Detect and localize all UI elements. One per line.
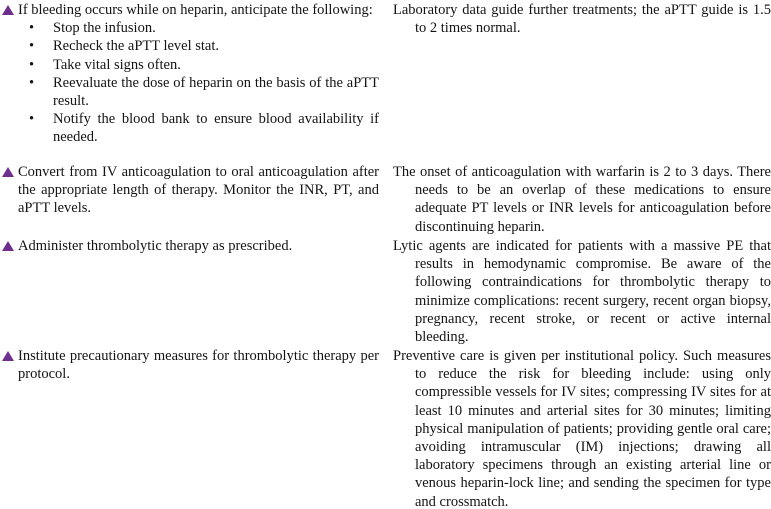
rationale-cell — [393, 237, 771, 346]
intervention-text: Convert from IV anticoagulation to oral anticoagulation after the appropriate length of therapy. Monitor the INR, PT, and aPTT levels. — [18, 164, 379, 217]
triangle-bullet-icon — [2, 241, 14, 251]
list-item: • Recheck the aPTT level stat. — [2, 37, 379, 55]
intervention-item — [2, 163, 379, 218]
rationale-text: Lytic agents are indicated for patients with a massive PE that results in hemodynamic compromise. Be aware of the following contraindications for thrombolytic therapy to minimize complications: recent surgery, recent organ biopsy, pregnancy, recent stroke, or recent or active internal bleeding. — [393, 238, 771, 346]
triangle-bullet-icon — [2, 5, 14, 15]
table-row — [2, 347, 771, 509]
sub-bullet-list — [2, 19, 379, 146]
intervention-cell — [2, 237, 379, 255]
intervention-text: If bleeding occurs while on heparin, anticipate the following: — [18, 2, 373, 18]
intervention-item — [2, 237, 379, 255]
list-item: • Reevaluate the dose of heparin on the basis of the aPTT result. — [2, 74, 379, 110]
intervention-text: Administer thrombolytic therapy as prescribed. — [18, 238, 293, 254]
intervention-cell — [2, 347, 379, 383]
intervention-cell — [2, 163, 379, 218]
intervention-item — [2, 1, 379, 19]
rationale-cell — [393, 1, 771, 37]
intervention-text: Institute precautionary measures for thrombolytic therapy per protocol. — [18, 348, 379, 383]
triangle-bullet-icon — [2, 167, 14, 177]
intervention-item — [2, 347, 379, 383]
table-row — [2, 237, 771, 347]
intervention-cell — [2, 1, 379, 147]
table-row — [2, 1, 771, 163]
rationale-text: Preventive care is given per institutional policy. Such measures to reduce the risk for bleeding include: using only compressible vessels for IV sites; compressing IV sites for at least 10 minutes and arterial sites for 30 minutes; limiting physical manipulation of patients; providing gentle oral care; avoiding intramuscular (IM) injections; drawing all laboratory specimens through an existing arterial line or venous heparin-lock line; and sending the specimen for type and crossmatch. — [393, 348, 771, 509]
list-item: • Stop the infusion. — [2, 19, 379, 37]
rationale-text: Laboratory data guide further treatments; the aPTT guide is 1.5 to 2 times normal. — [393, 2, 771, 37]
triangle-bullet-icon — [2, 351, 14, 361]
list-item: • Notify the blood bank to ensure blood availability if needed. — [2, 110, 379, 146]
rationale-cell — [393, 163, 771, 236]
table-row — [2, 163, 771, 237]
list-item: • Take vital signs often. — [2, 56, 379, 74]
rationale-text: The onset of anticoagulation with warfarin is 2 to 3 days. There needs to be an overlap of these medications to ensure adequate PT levels or INR levels for anticoagulation before discontinuing heparin. — [393, 164, 771, 235]
rationale-cell — [393, 347, 771, 509]
